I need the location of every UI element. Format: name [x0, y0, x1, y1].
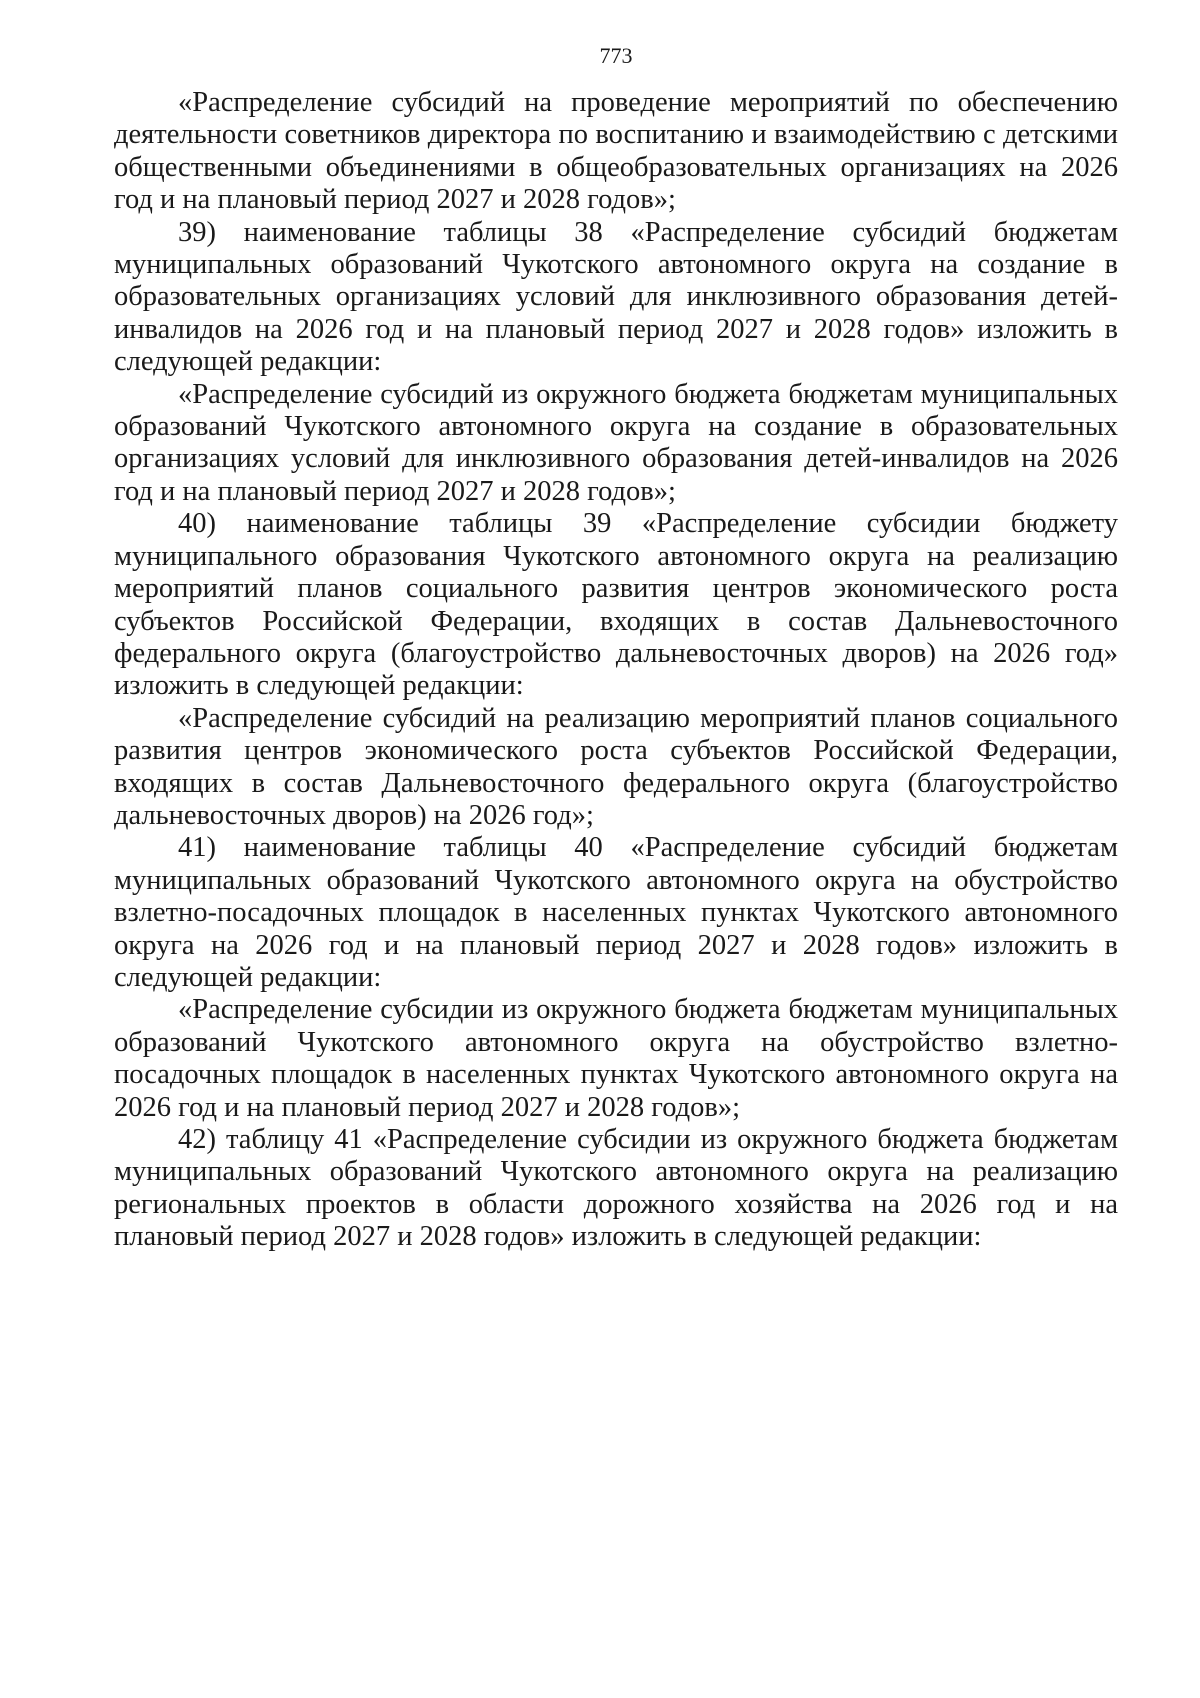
page-number: 773 [599, 43, 633, 68]
paragraph-item-41: 41) наименование таблицы 40 «Распределение субсидий бюджетам муниципальных образований Чукотского автономного округа на обустройство взлетно-посадочных площадок в населенных пунктах Чукотского автономного округа на 2026 год и на плановый период 2027 и 2028 годов» изложить в следующей редакции: [114, 832, 1118, 993]
paragraph-item-39-new-title: «Распределение субсидий из окружного бюджета бюджетам муниципальных образований Чукотского автономного округа на создание в образовательных организациях условий для инклюзивного образования детей-инвалидов на 2026 год и на плановый период 2027 и 2028 годов»; [114, 378, 1118, 507]
paragraph-item-40: 40) наименование таблицы 39 «Распределение субсидии бюджету муниципального образования Чукотского автономного округа на реализацию мероприятий планов социального развития центров экономического роста субъектов Российской Федерации, входящих в состав Дальневосточного федерального округа (благоустройство дальневосточных дворов) на 2026 год» изложить в следующей редакции: [114, 508, 1118, 702]
document-body [114, 87, 1118, 1254]
paragraph-item-41-new-title: «Распределение субсидии из окружного бюджета бюджетам муниципальных образований Чукотского автономного округа на обустройство взлетно-посадочных площадок в населенных пунктах Чукотского автономного округа на 2026 год и на плановый период 2027 и 2028 годов»; [114, 994, 1118, 1123]
paragraph-subsidies-advisors-title: «Распределение субсидий на проведение мероприятий по обеспечению деятельности советников директора по воспитанию и взаимодействию с детскими общественными объединениями в общеобразовательных организациях на 2026 год и на плановый период 2027 и 2028 годов»; [114, 87, 1118, 216]
paragraph-item-42: 42) таблицу 41 «Распределение субсидии из окружного бюджета бюджетам муниципальных образований Чукотского автономного округа на реализацию региональных проектов в области дорожного хозяйства на 2026 год и на плановый период 2027 и 2028 годов» изложить в следующей редакции: [114, 1124, 1118, 1253]
paragraph-item-40-new-title: «Распределение субсидий на реализацию мероприятий планов социального развития центров экономического роста субъектов Российской Федерации, входящих в состав Дальневосточного федерального округа (благоустройство дальневосточных дворов) на 2026 год»; [114, 702, 1118, 831]
paragraph-item-39: 39) наименование таблицы 38 «Распределение субсидий бюджетам муниципальных образований Чукотского автономного округа на создание в образовательных организациях условий для инклюзивного образования детей-инвалидов на 2026 год и на плановый период 2027 и 2028 годов» изложить в следующей редакции: [114, 216, 1118, 378]
